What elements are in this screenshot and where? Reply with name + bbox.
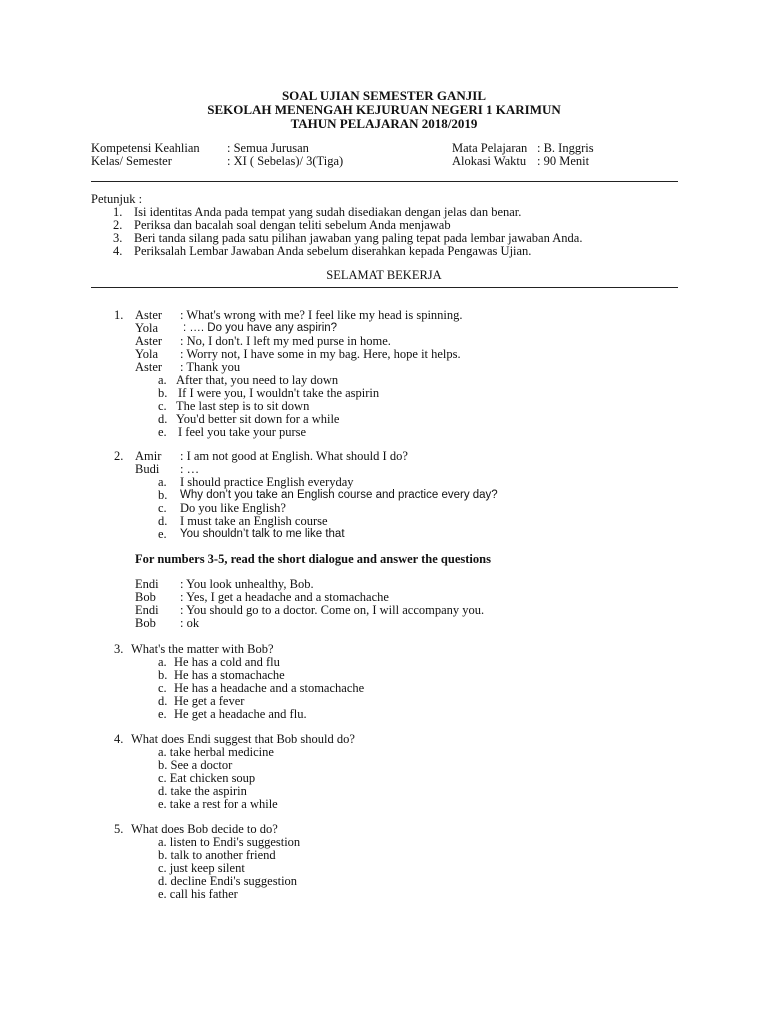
option-letter: d. xyxy=(158,412,168,426)
option-text: a. take herbal medicine xyxy=(158,745,274,759)
option-letter: a. xyxy=(158,475,167,489)
exam-title: SOAL UJIAN SEMESTER GANJIL xyxy=(281,88,487,103)
question-text: What does Endi suggest that Bob should do? xyxy=(131,732,355,746)
speaker: Aster xyxy=(135,360,163,374)
option-text: I should practice English everyday xyxy=(180,475,354,489)
option-letter: b. xyxy=(158,488,168,502)
speaker: Aster xyxy=(135,308,163,322)
option-text: He has a stomachache xyxy=(174,668,285,682)
question-number: 4. xyxy=(114,732,124,746)
option-text: e. take a rest for a while xyxy=(158,797,278,811)
option-text: b. talk to another friend xyxy=(158,848,276,862)
speaker: Amir xyxy=(135,449,162,463)
header-divider xyxy=(91,181,678,182)
option-letter: e. xyxy=(158,527,167,541)
speaker: Bob xyxy=(135,616,156,630)
option-text: c. just keep silent xyxy=(158,861,245,875)
option-text: You shouldn’t talk to me like that xyxy=(180,528,345,540)
question-number: 2. xyxy=(114,449,124,463)
petunjuk-num: 1. xyxy=(113,205,123,219)
dialogue-line: : … xyxy=(180,462,200,476)
petunjuk-item: Isi identitas Anda pada tempat yang sudah disediakan dengan jelas dan benar. xyxy=(134,205,522,219)
question-text: What's the matter with Bob? xyxy=(131,642,274,656)
option-letter: d. xyxy=(158,514,168,528)
petunjuk-num: 4. xyxy=(113,244,123,258)
speaker: Endi xyxy=(135,577,159,591)
question-number: 1. xyxy=(114,308,124,322)
petunjuk-heading: Petunjuk : xyxy=(91,192,143,206)
option-text: He has a cold and flu xyxy=(174,655,280,669)
dialogue-line: : You should go to a doctor. Come on, I will accompany you. xyxy=(180,603,485,617)
option-text: He get a fever xyxy=(174,694,245,708)
dialogue-line: : I am not good at English. What should I do? xyxy=(180,449,408,463)
kompetensi-value: : Semua Jurusan xyxy=(227,141,309,155)
dialogue-line: : Thank you xyxy=(180,360,241,374)
dialogue-line: : ok xyxy=(180,616,200,630)
option-letter: c. xyxy=(158,399,167,413)
dialogue-line: : You look unhealthy, Bob. xyxy=(180,577,314,591)
option-text: He get a headache and flu. xyxy=(174,707,307,721)
kelas-value: : XI ( Sebelas)/ 3(Tiga) xyxy=(227,154,344,168)
option-text: Do you like English? xyxy=(180,501,286,515)
option-text: Why don’t you take an English course and practice every day? xyxy=(180,489,498,501)
question-number: 5. xyxy=(114,822,124,836)
question-number: 3. xyxy=(114,642,124,656)
question-text: What does Bob decide to do? xyxy=(131,822,278,836)
option-text: I must take an English course xyxy=(180,514,328,528)
petunjuk-item: Periksa dan bacalah soal dengan teliti sebelum Anda menjawab xyxy=(134,218,451,232)
dialogue-line: : What's wrong with me? I feel like my head is spinning. xyxy=(180,308,463,322)
option-letter: a. xyxy=(158,655,167,669)
mapel-value: : B. Inggris xyxy=(537,141,594,155)
speaker: Yola xyxy=(135,321,159,335)
speaker: Bob xyxy=(135,590,156,604)
option-letter: b. xyxy=(158,668,168,682)
dialogue-line: : No, I don't. I left my med purse in home. xyxy=(180,334,391,348)
speaker: Aster xyxy=(135,334,163,348)
option-letter: a. xyxy=(158,373,167,387)
alokasi-value: : 90 Menit xyxy=(537,154,590,168)
kelas-label: Kelas/ Semester xyxy=(91,154,172,168)
option-text: d. take the aspirin xyxy=(158,784,247,798)
speaker: Yola xyxy=(135,347,159,361)
mapel-label: Mata Pelajaran xyxy=(452,141,528,155)
option-text: a. listen to Endi's suggestion xyxy=(158,835,301,849)
petunjuk-item: Beri tanda silang pada satu pilihan jawaban yang paling tepat pada lembar jawaban Anda. xyxy=(134,231,583,245)
option-letter: c. xyxy=(158,501,167,515)
speaker: Endi xyxy=(135,603,159,617)
petunjuk-num: 2. xyxy=(113,218,123,232)
option-letter: e. xyxy=(158,425,167,439)
option-letter: b. xyxy=(158,386,168,400)
dialogue-line: : Yes, I get a headache and a stomachache xyxy=(180,590,389,604)
option-text: After that, you need to lay down xyxy=(176,373,339,387)
option-letter: d. xyxy=(158,694,168,708)
speaker: Budi xyxy=(135,462,160,476)
option-text: The last step is to sit down xyxy=(176,399,310,413)
selamat-bekerja: SELAMAT BEKERJA xyxy=(326,268,442,282)
instructions-divider xyxy=(91,287,678,288)
academic-year: TAHUN PELAJARAN 2018/2019 xyxy=(290,116,478,131)
alokasi-label: Alokasi Waktu xyxy=(452,154,527,168)
option-letter: e. xyxy=(158,707,167,721)
dialogue-line: : Worry not, I have some in my bag. Here, hope it helps. xyxy=(180,347,461,361)
kompetensi-label: Kompetensi Keahlian xyxy=(91,141,200,155)
option-text: b. See a doctor xyxy=(158,758,233,772)
option-text: d. decline Endi's suggestion xyxy=(158,874,298,888)
section-heading: For numbers 3-5, read the short dialogue and answer the questions xyxy=(135,552,491,566)
dialogue-line: : …. Do you have any aspirin? xyxy=(183,322,338,334)
option-text: e. call his father xyxy=(158,887,238,901)
option-text: c. Eat chicken soup xyxy=(158,771,256,785)
petunjuk-num: 3. xyxy=(113,231,123,245)
petunjuk-item: Periksalah Lembar Jawaban Anda sebelum diserahkan kepada Pengawas Ujian. xyxy=(134,244,532,258)
option-text: I feel you take your purse xyxy=(178,425,307,439)
option-text: He has a headache and a stomachache xyxy=(174,681,365,695)
school-name: SEKOLAH MENENGAH KEJURUAN NEGERI 1 KARIMUN xyxy=(207,102,561,117)
option-text: If I were you, I wouldn't take the aspirin xyxy=(178,386,380,400)
option-letter: c. xyxy=(158,681,167,695)
option-text: You'd better sit down for a while xyxy=(176,412,340,426)
